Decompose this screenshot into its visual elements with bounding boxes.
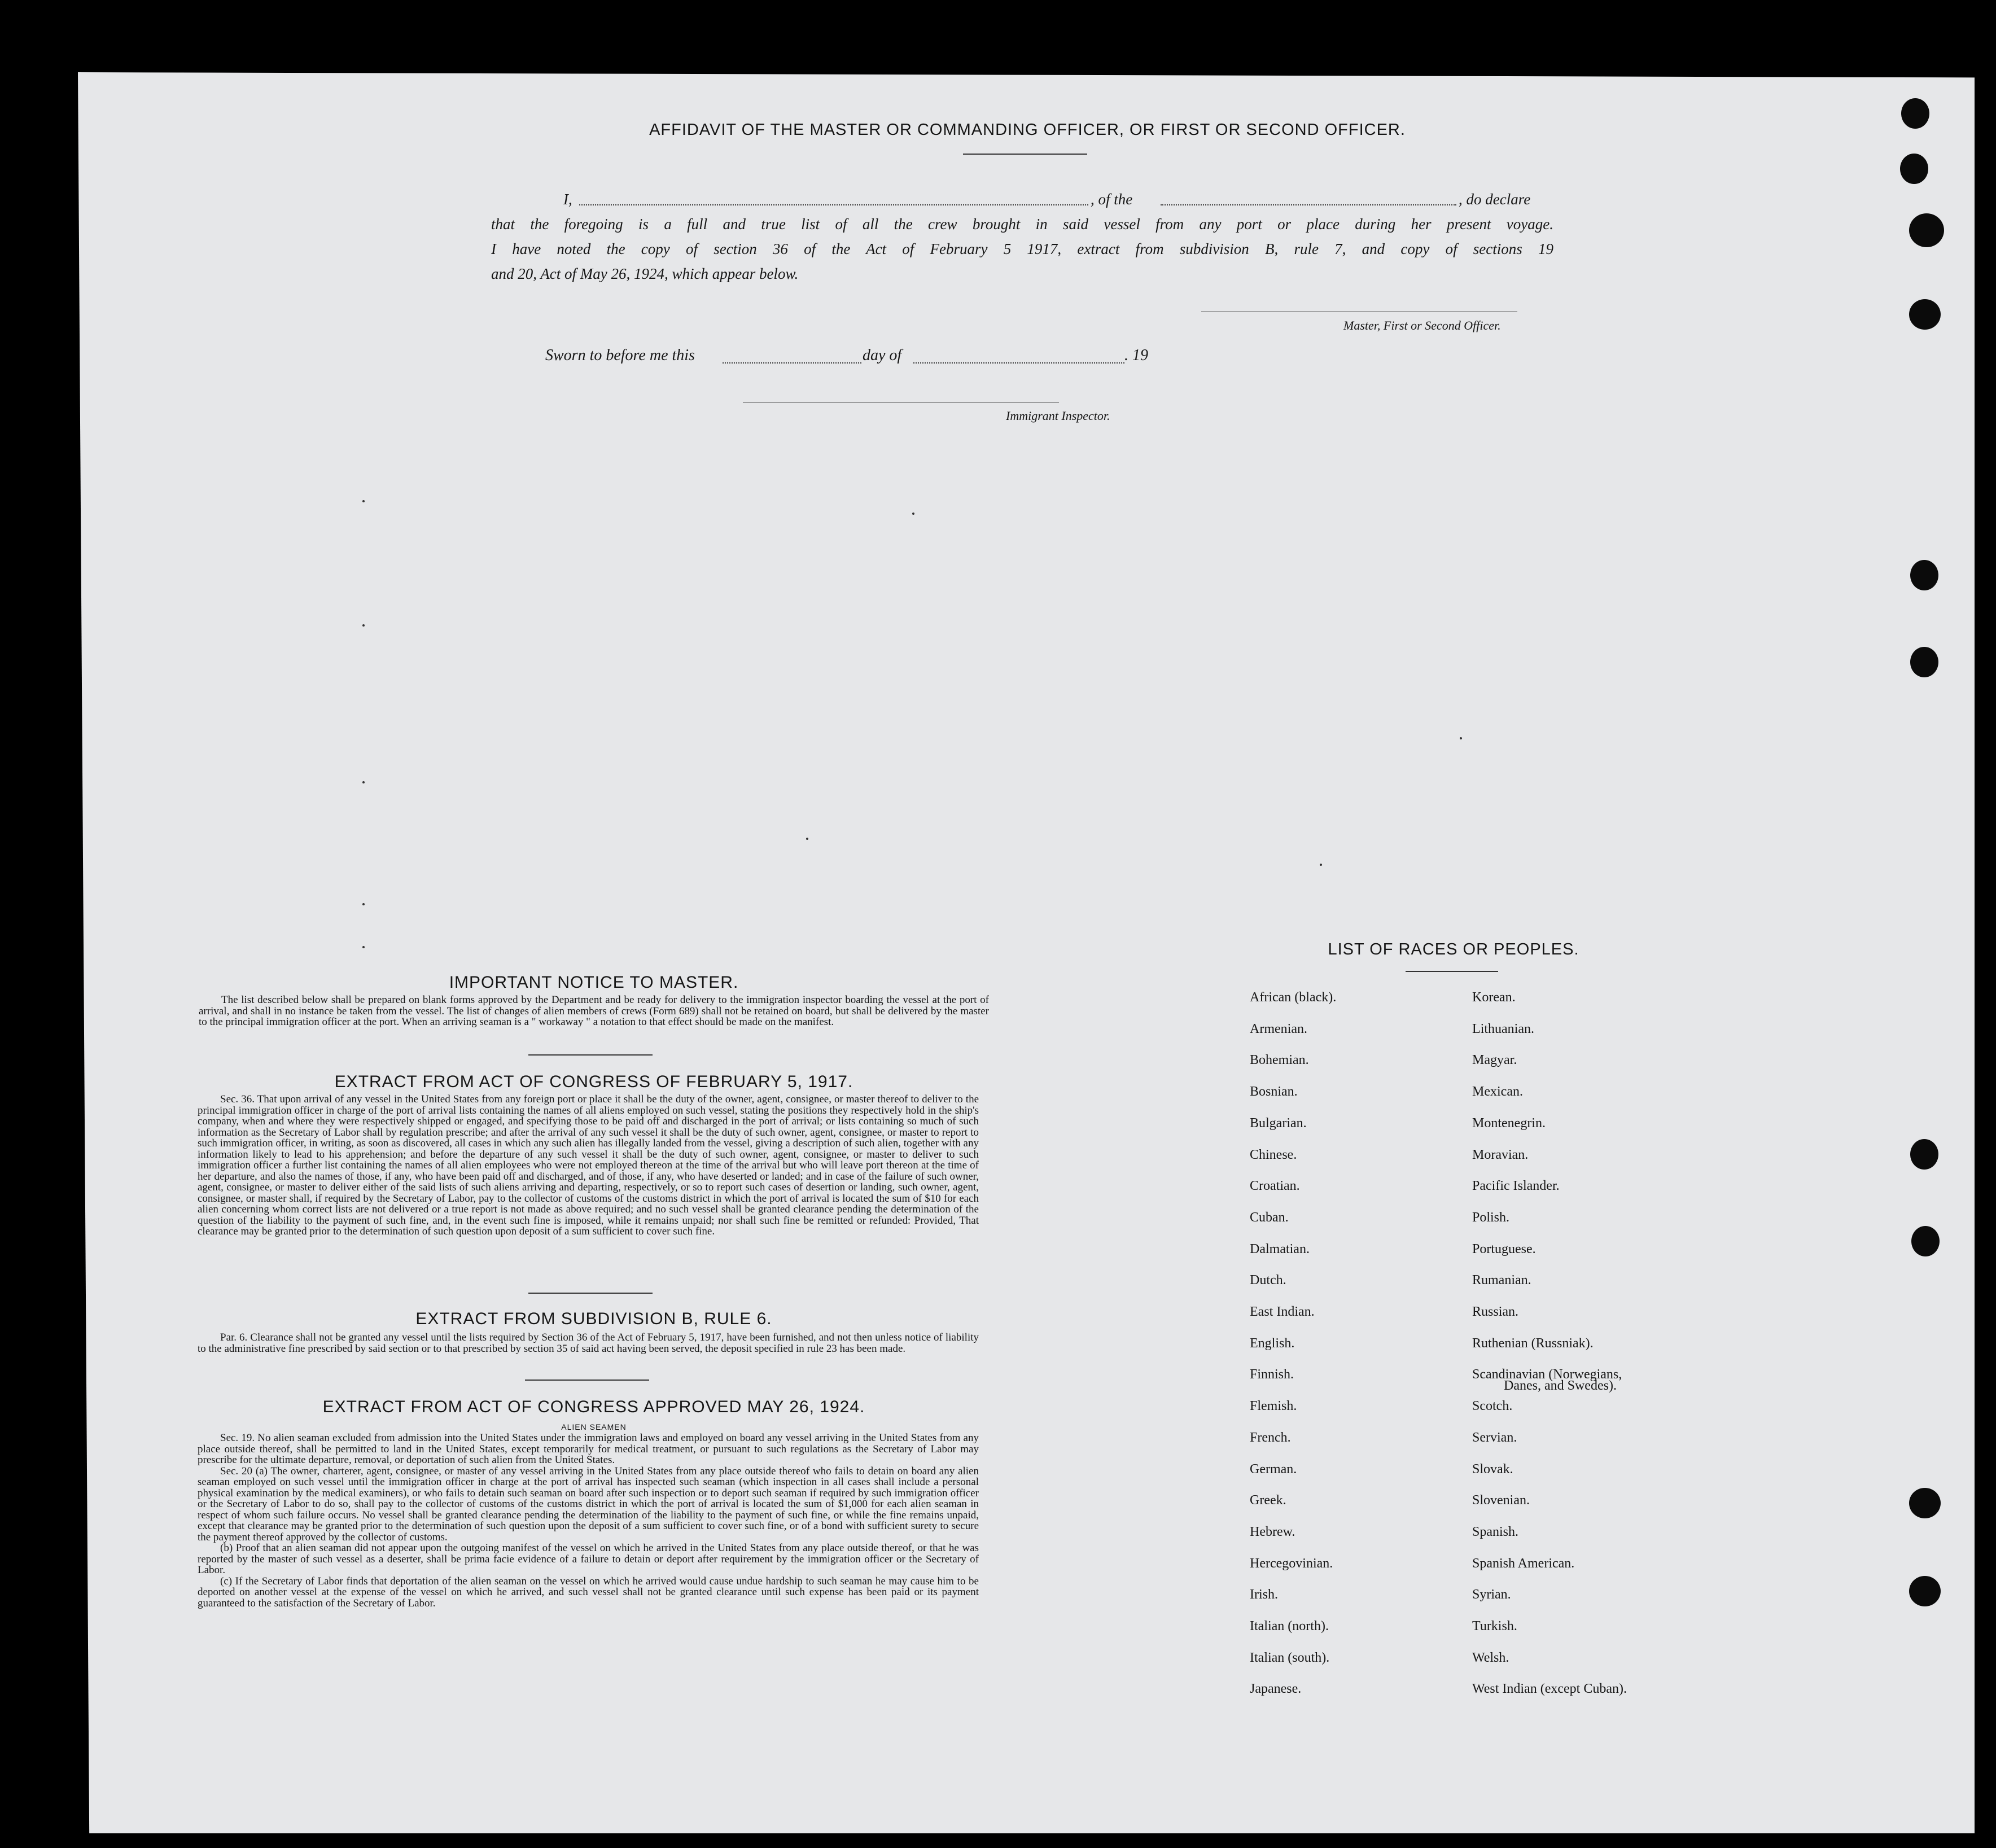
race-item: Welsh. [1472, 1650, 1509, 1665]
affidavit-text: that the foregoing is a full and true list of all the crew brought in said vessel from any port or place during her present voyage. [491, 216, 1553, 233]
affidavit-title: AFFIDAVIT OF THE MASTER OR COMMANDING OFFICER, OR FIRST OR SECOND OFFICER. [649, 121, 1406, 139]
race-item: Mexican. [1472, 1084, 1523, 1100]
race-item: English. [1250, 1335, 1295, 1351]
inspector-caption: Immigrant Inspector. [1006, 409, 1110, 423]
affidavit-text: and 20, Act of May 26, 1924, which appear below. [491, 265, 799, 282]
punch-hole [1909, 1488, 1941, 1518]
race-item: Dutch. [1250, 1273, 1286, 1288]
rule-6-paragraph: Par. 6. Clearance shall not be granted any vessel until the lists required by Section 36 of the Act of February 5, 1917, have been furnished, and not then unless notice of liability to the administrative fine prescribed by said section or to that prescribed by section 35 of said act having been served, the deposit specified in rule 23 has been made. [198, 1332, 979, 1355]
divider [528, 1293, 653, 1294]
race-item: Armenian. [1250, 1021, 1307, 1036]
speck [1460, 737, 1462, 739]
punch-hole [1910, 560, 1938, 590]
month-field-line[interactable] [913, 362, 1124, 364]
vessel-field-line[interactable] [1161, 204, 1456, 205]
race-item: Greek. [1250, 1493, 1286, 1508]
race-item: Chinese. [1250, 1147, 1297, 1162]
section-36-paragraph: Sec. 36. That upon arrival of any vessel in the United States from any foreign port or place it shall be the duty of the owner, agent, consignee, or master thereof to deliver to the principal immigration officer in charge of the port of arrival lists containing the names of all aliens employed on such vessel, stating the positions they respectively hold in the ship's company, when and where they were respectively shipped or engaged, and specifying those to be paid off and discharged in the port of arrival; or lists containing so much of such information as the Secretary of Labor shall by regulation prescribe; and after the arrival of any such vessel it shall be the duty of such owner, agent, consignee, or master to report to such immigration officer, in writing, as soon as discovered, all cases in which any such alien has illegally landed from the vessel, giving a description of such alien, together with any information likely to lead to his apprehension; and before the departure of any such vessel it shall be the duty of such owner, agent, consignee, or master to deliver to such immigration officer a further list containing the names of all alien employees who were not employed thereon at the time of the arrival but who will leave port thereon at the time of her departure, and also the names of those, if any, who have been paid off and discharged, and of those, if any, who have deserted or landed; and in case of the failure of such owner, agent, consignee, or master to deliver either of the said lists of such aliens arriving and departing, respectively, or so to report such cases of desertion or landing, such owner, agent, consignee, or master shall, if required by the Secretary of Labor, pay to the collector of customs of the customs district in which the port of arrival is located the sum of $10 for each alien concerning whom correct lists are not delivered or a true report is not made as above required; and no such vessel shall be granted clearance pending the determination of the question of the liability to the payment of such fine, and, in the event such fine is imposed, while it remains unpaid; nor shall such fine be remitted or refunded: Provided, That clearance may be granted prior to the determination of such question upon deposit of a sum sufficient to cover such fine. [198, 1093, 979, 1237]
race-item: Slovenian. [1472, 1493, 1530, 1508]
race-item: Bosnian. [1250, 1084, 1298, 1100]
race-item: Magyar. [1472, 1053, 1517, 1068]
extract-1924-body [198, 1433, 979, 1609]
race-item: Cuban. [1250, 1210, 1289, 1225]
section-19-paragraph: Sec. 19. No alien seaman excluded from admission into the United States under the immigration laws and employed on board any vessel arriving in the United States from any place outside thereof, shall be permitted to land in the United States, except temporarily for medical treatment, or pursuant to such regulations as the Secretary of Labor may prescribe for the ultimate departure, removal, or deportation of such alien from the United States. [198, 1432, 979, 1466]
extract-rule6-body [198, 1332, 979, 1354]
divider [528, 1054, 653, 1056]
race-item: Lithuanian. [1472, 1021, 1534, 1036]
race-item: Italian (north). [1250, 1619, 1329, 1634]
notice-heading: IMPORTANT NOTICE TO MASTER. [449, 973, 739, 992]
race-item: Bulgarian. [1250, 1115, 1307, 1131]
race-item: Hercegovinian. [1250, 1556, 1333, 1571]
race-item: Flemish. [1250, 1399, 1297, 1414]
race-item: Pacific Islander. [1472, 1179, 1560, 1194]
affidavit-text: , do declare [1459, 191, 1531, 208]
race-item: Ruthenian (Russniak). [1472, 1335, 1594, 1351]
punch-hole [1909, 213, 1944, 247]
speck [912, 513, 914, 515]
races-heading: LIST OF RACES OR PEOPLES. [1328, 940, 1579, 958]
race-item: Finnish. [1250, 1367, 1294, 1382]
speck [362, 500, 365, 502]
race-item: Korean. [1472, 990, 1516, 1005]
extract-1917-heading: EXTRACT FROM ACT OF CONGRESS OF FEBRUARY 5, 1917. [334, 1072, 853, 1091]
race-item: Irish. [1250, 1587, 1278, 1602]
race-item: Spanish. [1472, 1524, 1519, 1539]
day-field-line[interactable] [723, 362, 861, 364]
punch-hole [1909, 1576, 1941, 1606]
race-item: Japanese. [1250, 1681, 1302, 1697]
race-item: Hebrew. [1250, 1524, 1295, 1539]
race-item: Russian. [1472, 1304, 1519, 1319]
section-20b-paragraph: (b) Proof that an alien seaman did not appear upon the outgoing manifest of the vessel on which he arrived in the United States from any place outside thereof, or that he was reported by the master of such vessel as a deserter, shall be prima facie evidence of a failure to detain or deport after requirement by the immigration officer or the Secretary of Labor. [198, 1542, 979, 1576]
punch-hole [1910, 1139, 1938, 1170]
speck [362, 624, 365, 627]
race-item: Moravian. [1472, 1147, 1529, 1162]
sworn-text: Sworn to before me this [545, 347, 695, 364]
race-item: Montenegrin. [1472, 1115, 1546, 1131]
notice-paragraph: The list described below shall be prepared on blank forms approved by the Department and be ready for delivery to the immigration inspector boarding the vessel at the port of arrival, and shall in no instance be taken from the vessel. The list of changes of alien members of crews (Form 689) shall not be retained on board, but shall be delivered by the master to the principal immigration officer at the port. When an arriving seaman is a " workaway " a notation to that effect should be made on the manifest. [199, 994, 989, 1028]
punch-hole [1909, 299, 1941, 330]
punch-hole [1911, 1226, 1940, 1256]
punch-hole [1900, 154, 1928, 184]
race-item: Scotch. [1472, 1399, 1513, 1414]
name-field-line[interactable] [579, 204, 1088, 205]
race-item: Spanish American. [1472, 1556, 1575, 1571]
punch-hole [1901, 98, 1929, 129]
punch-hole [1910, 647, 1938, 677]
race-item: East Indian. [1250, 1304, 1315, 1319]
race-item: Bohemian. [1250, 1053, 1309, 1068]
race-item: Dalmatian. [1250, 1241, 1310, 1256]
race-item: Syrian. [1472, 1587, 1511, 1602]
speck [1320, 864, 1322, 866]
race-item: Scandinavian (Norwegians, [1472, 1367, 1622, 1382]
sworn-text: day of [863, 347, 902, 364]
race-item: Polish. [1472, 1210, 1510, 1225]
race-item: African (black). [1250, 990, 1337, 1005]
signature-caption: Master, First or Second Officer. [1343, 318, 1501, 332]
affidavit-text: I have noted the copy of section 36 of the Act of February 5 1917, extract from subdivision B, rule 7, and copy of sections 19 [491, 240, 1553, 257]
race-item: French. [1250, 1430, 1291, 1445]
race-item: Rumanian. [1472, 1273, 1531, 1288]
section-20a-paragraph: Sec. 20 (a) The owner, charterer, agent, consignee, or master of any vessel arriving in the United States from any place outside thereof who fails to detain on board any alien seaman employed on such vessel until the immigration officer in charge at the port of arrival has inspected such seaman (which inspection in all cases shall include a personal physical examination by the medical examiners), or who fails to detain such seaman on board after such inspection or to deport such seaman if required by such immigration officer or the Secretary of Labor to do so, shall pay to the collector of customs of the customs district in which the port of arrival is located the sum of $1,000 for each alien seaman in respect of whom such failure occurs. No vessel shall be granted clearance pending the determination of the liability to the payment of such fine, or while the fine remains unpaid, except that clearance may be granted prior to the determination of such question upon the deposit of a sum sufficient to cover such fine, or of a bond with sufficient surety to secure the payment thereof approved by the collector of customs. [198, 1465, 979, 1543]
race-item: Portuguese. [1472, 1241, 1536, 1256]
speck [806, 838, 808, 840]
race-item: Croatian. [1250, 1179, 1300, 1194]
divider [1406, 971, 1498, 972]
race-item: German. [1250, 1461, 1297, 1477]
divider [525, 1380, 649, 1381]
race-item: Italian (south). [1250, 1650, 1330, 1665]
speck [362, 903, 365, 905]
extract-1924-heading: EXTRACT FROM ACT OF CONGRESS APPROVED MAY 26, 1924. [322, 1398, 865, 1416]
alien-seamen-subheading: ALIEN SEAMEN [561, 1422, 627, 1431]
extract-1917-body [198, 1094, 979, 1237]
sworn-text: . 19 [1124, 347, 1148, 364]
speck [362, 946, 365, 948]
section-20c-paragraph: (c) If the Secretary of Labor finds that deportation of the alien seaman on the vessel on which he arrived would cause undue hardship to such seaman he may cause him to be deported on another vessel at the expense of the vessel on which he arrived, and such vessel shall not be granted clearance until such expense has been paid or its payment guaranteed to the satisfaction of the Secretary of Labor. [198, 1575, 979, 1609]
race-item: Servian. [1472, 1430, 1517, 1445]
race-item: Slovak. [1472, 1461, 1513, 1477]
extract-rule6-heading: EXTRACT FROM SUBDIVISION B, RULE 6. [415, 1310, 772, 1328]
affidavit-text: I, [563, 191, 572, 208]
affidavit-text: , of the [1091, 191, 1133, 208]
race-item: Turkish. [1472, 1619, 1517, 1634]
race-item: West Indian (except Cuban). [1472, 1681, 1627, 1697]
divider [963, 154, 1087, 155]
speck [362, 781, 365, 783]
notice-body [199, 995, 989, 1028]
race-item: Danes, and Swedes). [1504, 1378, 1617, 1393]
